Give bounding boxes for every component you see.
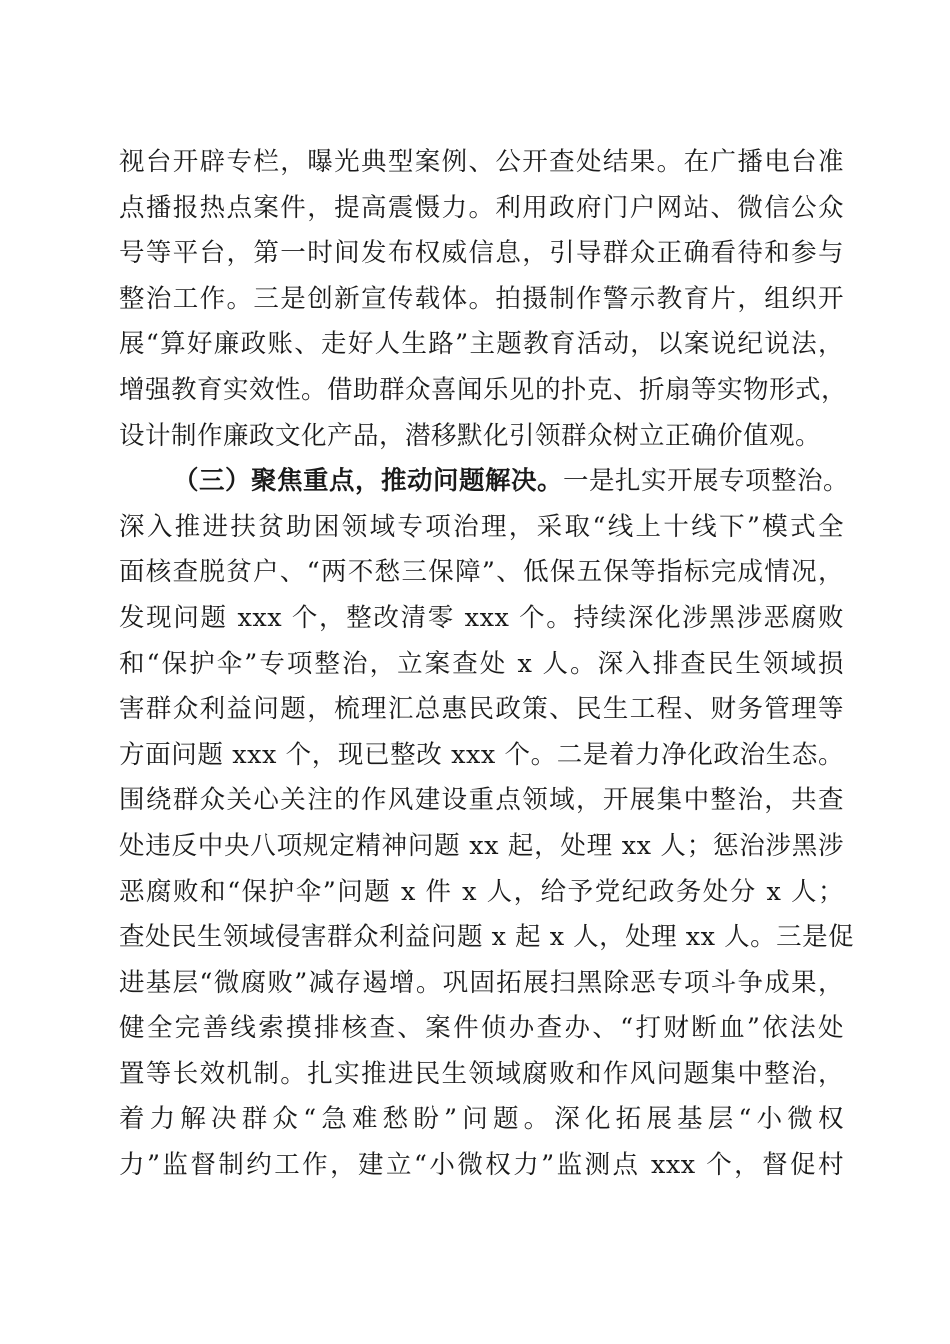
text-line: 害群众利益问题，梳理汇总惠民政策、民生工程、财务管理等: [119, 694, 844, 725]
text-line: 着力解决群众“急难愁盼”问题。深化拓展基层“小微权: [119, 1104, 844, 1135]
text-line: 和“保护伞”专项整治，立案查处 x 人。深入排查民生领域损: [119, 648, 844, 679]
text-line: 点播报热点案件，提高震慑力。利用政府门户网站、微信公众: [119, 192, 844, 223]
section-heading-rest: 一是扎实开展专项整治。: [563, 466, 850, 497]
text-line: 视台开辟专栏，曝光典型案例、公开查处结果。在广播电台准: [119, 147, 844, 177]
text-line: 进基层“微腐败”减存遏增。巩固拓展扫黑除恶专项斗争成果，: [119, 967, 844, 998]
text-line: 深入推进扶贫助困领域专项治理，采取“线上十线下”模式全: [119, 511, 844, 542]
text-line: 号等平台，第一时间发布权威信息，引导群众正确看待和参与: [119, 238, 844, 269]
text-line: 置等长效机制。扎实推进民生领域腐败和作风问题集中整治，: [119, 1058, 844, 1089]
section-heading-line: [119, 459, 850, 505]
text-line: 恶腐败和“保护伞”问题 x 件 x 人，给予党纪政务处分 x 人；: [119, 876, 844, 907]
body-text: [119, 140, 855, 1189]
text-line: 方面问题 xxx 个，现已整改 xxx 个。二是着力净化政治生态。: [119, 739, 844, 770]
text-line: 发现问题 xxx 个，整改清零 xxx 个。持续深化涉黑涉恶腐败: [119, 602, 844, 633]
text-line: 处违反中央八项规定精神问题 xx 起，处理 xx 人；惩治涉黑涉: [119, 830, 844, 861]
text-line: 力”监督制约工作，建立“小微权力”监测点 xxx 个，督促村: [119, 1150, 844, 1181]
text-line: 增强教育实效性。借助群众喜闻乐见的扑克、折扇等实物形式，: [119, 374, 848, 405]
text-line: 展“算好廉政账、走好人生路”主题教育活动，以案说纪说法，: [119, 329, 844, 360]
text-line: 健全完善线索摸排核查、案件侦办查办、“打财断血”依法处: [119, 1013, 844, 1044]
text-line: 整治工作。三是创新宣传载体。拍摄制作警示教育片，组织开: [119, 283, 844, 314]
text-line: 面核查脱贫户、“两不愁三保障”、低保五保等指标完成情况，: [119, 557, 844, 588]
section-heading: （三）聚焦重点，推动问题解决。: [173, 466, 564, 497]
text-line: 查处民生领域侵害群众利益问题 x 起 x 人，处理 xx 人。三是促: [119, 922, 855, 953]
text-line: 设计制作廉政文化产品，潜移默化引领群众树立正确价值观。: [119, 420, 822, 451]
text-line: 围绕群众关心关注的作风建设重点领域，开展集中整治，共查: [119, 785, 844, 816]
